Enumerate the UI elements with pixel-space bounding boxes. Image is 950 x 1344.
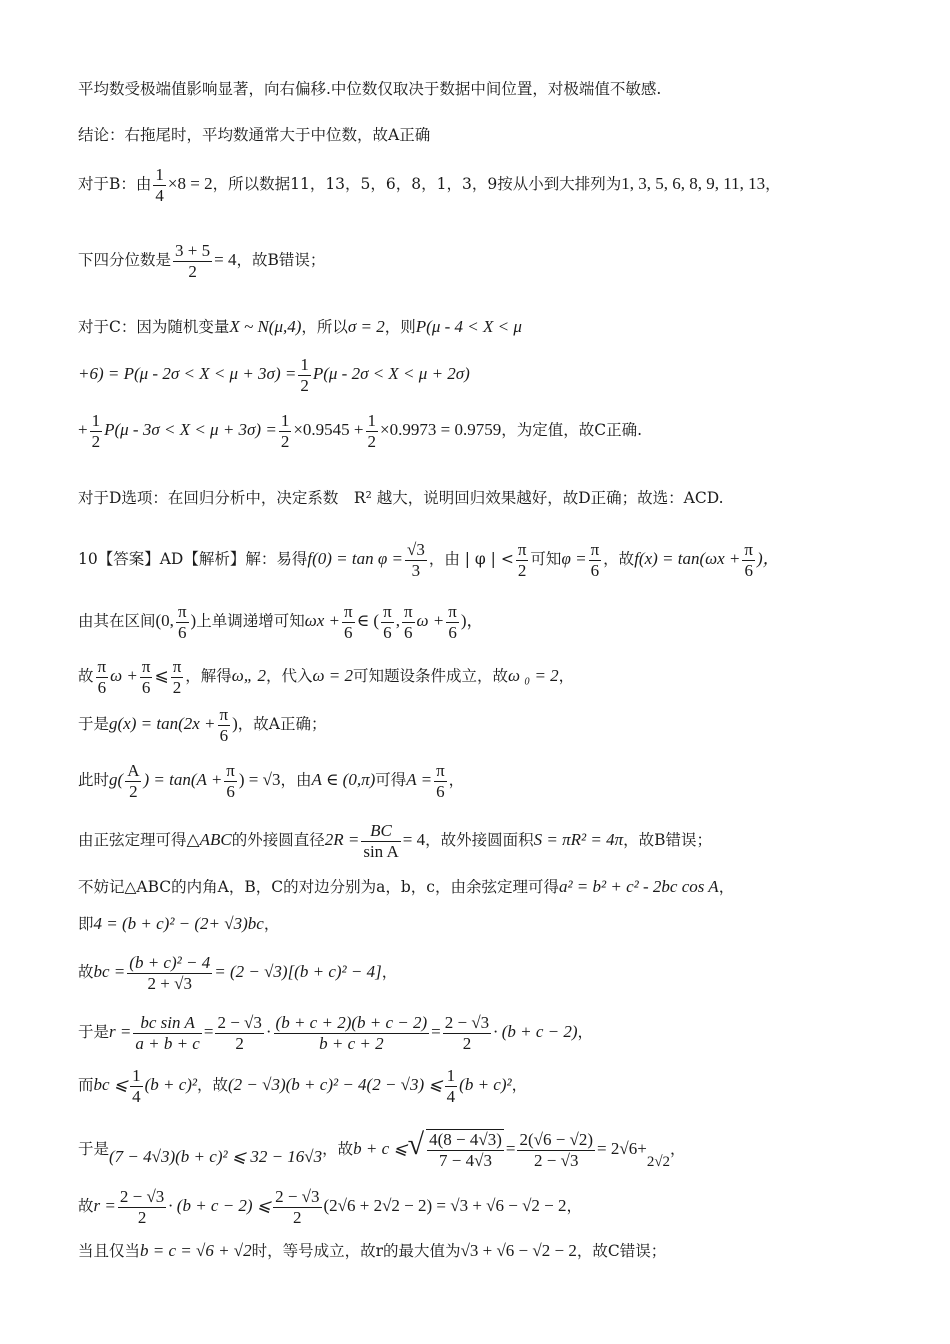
formula: b + c ⩽ (353, 1139, 408, 1158)
text: ， (577, 1023, 594, 1041)
text: ， (558, 667, 575, 685)
text: 由正弦定理可得 (78, 831, 187, 849)
formula: = 4 (402, 830, 426, 849)
paragraph-lower-quartile (78, 238, 910, 282)
text: 对于C：因为随机变量 (78, 318, 230, 336)
fraction: $\frac{2 - √3}{2}$ (444, 1012, 490, 1053)
paragraph-omega (78, 654, 910, 698)
formula: · (b + c − 2) (493, 1022, 578, 1041)
formula: a² = b² + c² - 2bc cos A (558, 877, 719, 896)
fraction: $\frac{\pi}{6}$ (226, 760, 235, 801)
formula: (0, (155, 611, 174, 630)
fraction: $\frac{\text{bc sin A}}{a + b + c}$ (135, 1012, 200, 1053)
formula: ×0.9973 = 0.9759 (380, 420, 502, 439)
formula: = 2√6+ (597, 1139, 647, 1158)
fraction: $\frac{1}{2}$ (300, 354, 309, 395)
fraction: $\frac{\pi}{6}$ (344, 601, 353, 642)
text: 的外接圆直径 (231, 831, 325, 849)
paragraph-bc (78, 950, 910, 994)
formula: bc ⩽ (93, 1075, 129, 1094)
fraction: $\frac{3 + 5}{2}$ (175, 240, 211, 281)
text: 由其在区间 (78, 612, 156, 630)
text: ，所以数据11，13，5，6，8，1，3，9按从小到大排列为 (212, 175, 622, 193)
fraction: $\frac{1}{2}$ (91, 410, 101, 451)
fraction: $\frac{1}{4}$ (446, 1065, 456, 1106)
text: ，则 (384, 318, 416, 336)
text: 故 (78, 667, 94, 685)
fraction: $\frac{4(8 - 4√3)}{7 - 4√3}$ (426, 1129, 504, 1171)
formula: = (431, 1022, 441, 1041)
text: ， (765, 175, 781, 193)
paragraph-inequality (78, 1063, 910, 1107)
fraction: $\frac{√3}{3}$ (406, 539, 425, 580)
formula: ) = tan(A + (143, 770, 223, 789)
fraction: $\frac{\pi}{2}$ (517, 539, 527, 580)
text: ，故C错误； (576, 1242, 667, 1260)
text: ，故外接圆面积 (425, 831, 534, 849)
text: ，故 (603, 550, 635, 568)
paragraph-equality-case (78, 1240, 910, 1262)
text: 不妨记△ABC的内角A，B，C的对边分别为a，b，c，由余弦定理可得 (78, 878, 559, 896)
text: ， (670, 1140, 686, 1158)
paragraph-r-bound (78, 1184, 910, 1228)
formula: · (b + c − 2) ⩽ (168, 1196, 272, 1215)
fraction: $\frac{\pi}{6}$ (219, 704, 229, 745)
text: ，为定值，故C正确. (501, 421, 642, 439)
formula: 2√2 (646, 1154, 671, 1170)
paragraph-conclusion (78, 124, 910, 146)
text: 可知 (530, 550, 562, 568)
paragraph-sum-bound (78, 1120, 910, 1175)
fraction: $\frac{\text{(b + c)² − 4}}{2 + √3}$ (129, 952, 211, 993)
text: 下四分位数是 (78, 251, 172, 269)
formula: σ = 2 (347, 317, 385, 336)
text: 故 (78, 1197, 94, 1215)
formula: ) = √3 (238, 770, 281, 789)
formula: r = (93, 1196, 116, 1215)
text: 对于B：由 (78, 175, 152, 193)
fraction: $\frac{BC}{\text{sin A}}$ (363, 820, 399, 861)
text: ， (511, 1076, 528, 1094)
formula: g(x) = tan(2x + (109, 714, 216, 733)
formula: ×0.9545 + (293, 420, 364, 439)
formula: = 4 (214, 250, 237, 269)
fraction: $\frac{\pi}{2}$ (172, 656, 182, 697)
formula: P(μ - 4 < X < μ (415, 317, 522, 336)
formula: √3 + √6 − √2 − 2 (460, 1241, 577, 1260)
fraction: $\frac{\pi}{6}$ (590, 539, 600, 580)
text: ，故B错误； (236, 251, 326, 269)
fraction: $\frac{\pi}{6}$ (97, 656, 107, 697)
formula: A = (406, 770, 433, 789)
formula: S = πR² = 4π (533, 830, 624, 849)
formula: 2R = (324, 830, 360, 849)
paragraph-option-c (78, 316, 910, 338)
fraction: $\frac{\pi}{6}$ (383, 601, 392, 642)
text: ，代入 (266, 667, 313, 685)
formula: ω„ 2 (231, 666, 267, 685)
formula: φ = (561, 549, 587, 568)
text: ， (566, 1197, 583, 1215)
fraction: $\frac{1}{2}$ (367, 410, 377, 451)
formula: b = c = √6 + √2 (140, 1241, 252, 1260)
formula: ω + (110, 666, 138, 685)
formula: ω + (416, 611, 445, 630)
paragraph-g-function (78, 702, 910, 746)
formula: (2 − √3)(b + c)² − 4(2 − √3) ⩽ (228, 1075, 443, 1094)
formula: ωx + (304, 611, 340, 630)
fraction: $\frac{2 - √3}{2}$ (119, 1186, 165, 1227)
paragraph-mean-skew (78, 78, 910, 100)
formula: = (505, 1139, 516, 1158)
text: 于是 (78, 1140, 110, 1158)
paragraph-equation-4 (78, 913, 910, 935)
fraction: $\frac{\pi}{6}$ (141, 656, 151, 697)
sqrt-sign: √ (407, 1128, 425, 1161)
paragraph-option-c-cont (78, 352, 910, 396)
formula: g( (109, 770, 124, 789)
formula: ω = 2 (312, 666, 354, 685)
fraction: $\frac{\pi}{6}$ (436, 760, 445, 801)
formula: · (265, 1022, 272, 1041)
formula: )， (757, 549, 780, 568)
text: 时，等号成立，故r的最大值为 (251, 1242, 461, 1260)
fraction: $\frac{2 - √3}{2}$ (217, 1012, 262, 1053)
formula: = (2 − √3)[(b + c)² − 4] (214, 962, 382, 981)
text: ， (381, 963, 398, 981)
text: 即 (78, 915, 94, 933)
paragraph-inradius (78, 1010, 910, 1054)
text: ，故A正确； (237, 715, 327, 733)
paragraph-cosine-law (78, 876, 910, 898)
paragraph-q10-answer (78, 537, 910, 581)
formula: f(0) = tan φ = (307, 549, 403, 568)
paragraph-monotonic (78, 599, 910, 643)
formula: P(μ - 2σ < X < μ + 2σ) (312, 364, 470, 383)
text: ，故B错误； (623, 831, 712, 849)
fraction: $\frac{(b + c + 2)(b + c - 2)}{b + c + 2}$ (275, 1012, 428, 1053)
formula: bc = (93, 962, 126, 981)
formula: + (78, 420, 88, 439)
formula: ×8 = 2 (167, 174, 213, 193)
fraction: $\frac{\pi}{6}$ (177, 601, 187, 642)
text: 于是 (78, 1023, 110, 1041)
formula: (b + c)² (459, 1075, 512, 1094)
fraction: $\frac{\pi}{6}$ (403, 601, 413, 642)
fraction: $\frac{1}{4}$ (132, 1065, 141, 1106)
formula: ) (190, 611, 197, 630)
formula: = (203, 1022, 214, 1041)
text: ，故 (197, 1076, 229, 1094)
text: ， (718, 878, 735, 896)
formula: r = (109, 1022, 132, 1041)
fraction: $\frac{\pi}{6}$ (448, 601, 457, 642)
text: ， (448, 771, 465, 789)
text: 而 (78, 1076, 94, 1094)
text: 10【答案】AD【解析】解：易得 (78, 550, 308, 568)
fraction: $\frac{2 - √3}{2}$ (275, 1186, 320, 1227)
paragraph-option-d (78, 487, 910, 509)
text: 故 (78, 963, 94, 981)
fraction: $\frac{1}{4}$ (155, 164, 164, 205)
text: 此时 (78, 771, 110, 789)
text: ，由 (280, 771, 312, 789)
formula: △ABC (186, 830, 232, 849)
text: 当且仅当 (78, 1242, 141, 1260)
text: 于是 (78, 715, 110, 733)
text: 可得 (375, 771, 407, 789)
formula: (2√6 + 2√2 − 2) = √3 + √6 − √2 − 2 (323, 1196, 567, 1215)
text: ，解得 (185, 667, 232, 685)
formula: +6) = P(μ - 2σ < X < μ + 3σ) = (78, 364, 297, 383)
paragraph-option-c-result (78, 408, 910, 452)
text: 上单调递增可知 (196, 612, 305, 630)
formula: ω ₀ = 2 (508, 666, 559, 685)
formula: (b + c)² (144, 1075, 197, 1094)
formula: ) (232, 714, 238, 733)
fraction: $\frac{2(√6 - √2)}{2 - √3}$ (519, 1129, 594, 1170)
text: 平均数受极端值影响显著，向右偏移.中位数仅取决于数据中间位置，对极端值不敏感. (78, 80, 662, 98)
text: ，由 | φ | < (428, 550, 514, 568)
formula: (7 − 4√3)(b + c)² ⩽ 32 − 16√3 (109, 1147, 323, 1166)
formula: , (395, 611, 400, 630)
formula: ∈ ( (356, 611, 380, 630)
text: 可知题设条件成立，故 (353, 667, 509, 685)
formula: f(x) = tan(ωx + (634, 549, 741, 568)
fraction: $\frac{\pi}{6}$ (744, 539, 753, 580)
text: ，所以 (301, 318, 348, 336)
text: 对于D选项：在回归分析中，决定系数 R² 越大，说明回归效果越好，故D正确；故选：ACD. (78, 489, 724, 507)
fraction: $\frac{1}{2}$ (280, 410, 290, 451)
formula: 4 = (b + c)² − (2+ √3)bc (93, 914, 264, 933)
paragraph-circumcircle (78, 818, 910, 862)
formula: X ~ N(μ,4) (229, 317, 302, 336)
paragraph-option-b (78, 162, 910, 206)
text: ，故 (322, 1140, 354, 1158)
fraction: $\frac{A}{2}$ (127, 760, 140, 801)
formula: ⩽ (154, 666, 169, 685)
formula: 1, 3, 5, 6, 8, 9, 11, 13 (621, 174, 766, 193)
formula: )， (460, 611, 484, 630)
paragraph-angle-a (78, 758, 910, 802)
formula: A ∈ (0,π) (311, 770, 376, 789)
text: 结论：右拖尾时，平均数通常大于中位数，故A正确 (78, 126, 431, 144)
text: ， (263, 915, 280, 933)
formula: P(μ - 3σ < X < μ + 3σ) = (104, 420, 277, 439)
